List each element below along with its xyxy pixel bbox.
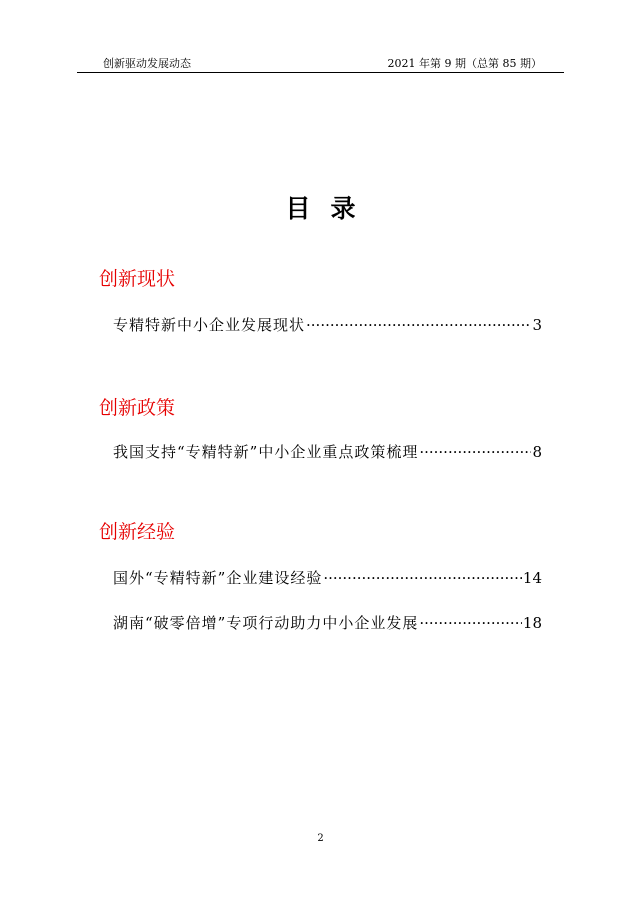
dot-leader bbox=[419, 443, 531, 461]
dot-leader bbox=[419, 614, 522, 632]
toc-entry-page: 14 bbox=[522, 569, 542, 587]
toc-entry[interactable] bbox=[113, 612, 542, 636]
toc-entry-title: 专精特新中小企业发展现状 bbox=[113, 316, 306, 334]
section-heading-policy: 创新政策 bbox=[99, 397, 176, 419]
toc-entry-page: 3 bbox=[532, 316, 542, 334]
section-heading-status: 创新现状 bbox=[99, 268, 176, 290]
toc-entry-title: 我国支持“专精特新”中小企业重点政策梳理 bbox=[113, 443, 419, 461]
section-heading-experience: 创新经验 bbox=[99, 521, 176, 543]
toc-entry-page: 8 bbox=[532, 443, 542, 461]
toc-entry[interactable] bbox=[113, 567, 542, 591]
toc-entry-title: 湖南“破零倍增”专项行动助力中小企业发展 bbox=[113, 614, 419, 632]
toc-entry[interactable] bbox=[113, 314, 542, 338]
page-header bbox=[77, 52, 564, 73]
dot-leader bbox=[306, 316, 531, 334]
toc-entry-page: 18 bbox=[522, 614, 542, 632]
issue-info: 2021 年第 9 期（总第 85 期） bbox=[387, 57, 542, 70]
page-number: 2 bbox=[317, 833, 324, 844]
publication-name: 创新驱动发展动态 bbox=[103, 57, 191, 70]
toc-entry-title: 国外“专精特新”企业建设经验 bbox=[113, 569, 323, 587]
toc-title: 目录 bbox=[285, 194, 376, 223]
dot-leader bbox=[323, 569, 522, 587]
toc-entry[interactable] bbox=[113, 441, 542, 465]
